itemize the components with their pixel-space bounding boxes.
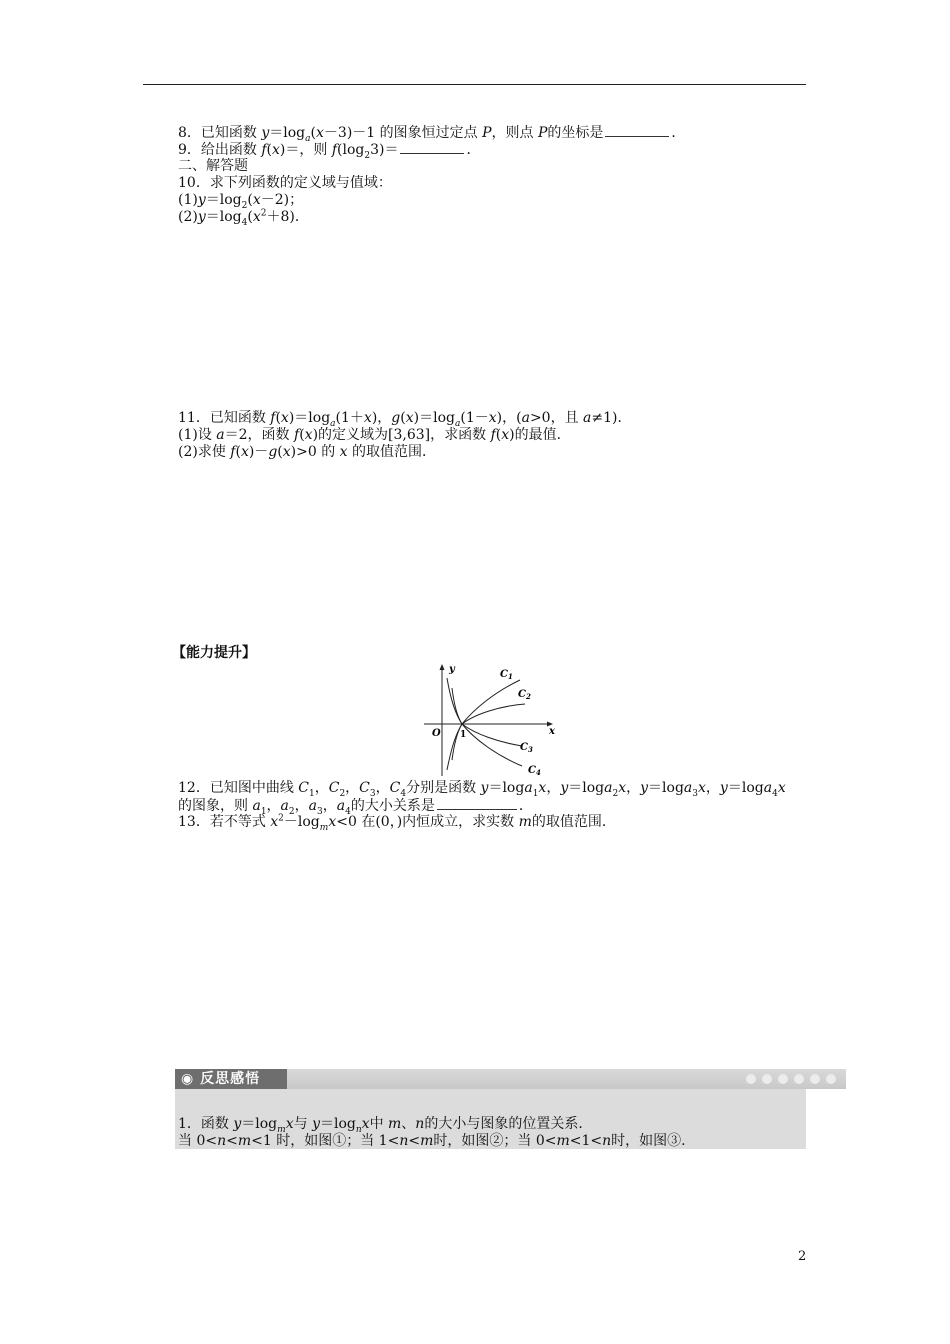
section-heading: 二、解答题: [178, 158, 248, 174]
text: (: [275, 410, 281, 426]
text: n: [217, 1133, 227, 1149]
text: (: [247, 209, 253, 225]
text: y: [197, 192, 206, 208]
text: ．: [466, 142, 481, 158]
text: a: [521, 410, 530, 426]
text: x: [316, 125, 324, 141]
text: (: [400, 410, 406, 426]
text: x: [361, 1116, 370, 1132]
text: 4: [345, 806, 351, 817]
text: n: [602, 1133, 612, 1149]
text: x: [328, 814, 337, 830]
text: f: [490, 427, 496, 443]
question-13: [178, 813, 616, 833]
y-axis-arrow: [440, 664, 445, 670]
text: )的最值．: [509, 427, 571, 443]
answer-blank[interactable]: [437, 797, 517, 810]
question-12-line-1: [178, 780, 786, 799]
text: f: [270, 410, 276, 426]
question-11-part-1: [178, 427, 571, 443]
text: n: [355, 1124, 362, 1135]
text: 2: [339, 788, 346, 799]
text: 9．给出函数: [178, 142, 262, 158]
text: <1<: [569, 1133, 603, 1149]
text: 中: [369, 1116, 389, 1132]
label-c3: $C_3$: [520, 742, 533, 754]
text: x: [252, 209, 261, 225]
text: ，: [322, 798, 337, 814]
dot-icon: [746, 1074, 756, 1084]
answer-blank[interactable]: [605, 124, 669, 137]
text: ，: [705, 780, 720, 796]
text: 3: [317, 806, 323, 817]
text: 2: [278, 813, 284, 824]
text: 与: [293, 1116, 313, 1132]
text: 的大小与图象的位置关系．: [424, 1116, 593, 1132]
label-c2: $C_2$: [518, 689, 531, 701]
text: )>0 的: [290, 444, 340, 460]
question-11-part-2: [178, 444, 436, 460]
text: <: [408, 1133, 421, 1149]
text: x: [285, 1116, 294, 1132]
text: (: [277, 444, 283, 460]
text: ＝log: [205, 209, 242, 225]
text: ．: [518, 798, 533, 814]
text: y: [312, 1116, 320, 1132]
label-origin: O: [432, 728, 441, 739]
text: (: [247, 192, 253, 208]
text: P: [537, 125, 548, 141]
text: ＋8)．: [266, 209, 309, 225]
text: ＝log: [241, 1116, 278, 1132]
text: 的大小关系是: [350, 798, 435, 814]
text: a: [524, 780, 533, 796]
text: 13．若不等式: [178, 814, 271, 830]
text: 8．已知函数: [178, 125, 262, 141]
text: (log: [337, 142, 365, 158]
text: x: [538, 780, 547, 796]
dot-icon: [794, 1074, 804, 1084]
text: C: [359, 780, 370, 796]
text: a: [336, 798, 346, 814]
text: x: [304, 427, 313, 443]
question-12-line-2: [178, 797, 533, 817]
text: x: [501, 427, 510, 443]
text: ＝2，函数: [224, 427, 294, 443]
text: <1 时，如图①；当 1<: [251, 1133, 400, 1149]
text: m: [556, 1133, 570, 1149]
text: ＝log: [488, 780, 525, 796]
label-y: y: [449, 664, 455, 675]
text: f: [294, 427, 300, 443]
text: －log: [283, 814, 320, 830]
text: 的坐标是: [547, 125, 604, 141]
text: a: [280, 798, 289, 814]
text: g: [268, 444, 278, 460]
text: a: [330, 418, 336, 429]
text: (: [235, 444, 241, 460]
text: 分别是函数: [406, 780, 481, 796]
text: 的取值范围．: [531, 814, 616, 830]
text: (: [299, 427, 305, 443]
question-9: [178, 141, 481, 161]
text: 12．已知图中曲线: [178, 780, 299, 796]
text: x: [339, 444, 348, 460]
text: 1: [260, 806, 267, 817]
text: ＝log: [727, 780, 764, 796]
text: x: [777, 780, 786, 796]
reflection-line-2: [178, 1133, 686, 1149]
text: 3: [369, 788, 376, 799]
text: 1．函数: [178, 1116, 234, 1132]
text: )的定义域为[3,63]，求函数: [312, 427, 491, 443]
text: >0，且: [529, 410, 584, 426]
text: ＝log: [319, 1116, 356, 1132]
text: n: [415, 1116, 425, 1132]
text: a: [252, 798, 261, 814]
text: y: [480, 780, 489, 796]
decorative-dots: [746, 1074, 836, 1084]
text: m: [420, 1133, 434, 1149]
text: a: [305, 133, 311, 144]
text: (1)设: [178, 427, 217, 443]
text: (1): [178, 192, 198, 208]
text: 3: [692, 788, 699, 799]
text: ，: [375, 780, 390, 796]
text: x: [488, 410, 497, 426]
text: )＝log: [413, 410, 455, 426]
text: m: [277, 1124, 286, 1135]
text: x: [618, 780, 627, 796]
text: (: [310, 125, 316, 141]
text: a: [683, 780, 693, 796]
text: 的取值范围．: [347, 444, 437, 460]
text: 2: [260, 208, 267, 219]
text: －3)－1 的图象恒过定点: [323, 125, 483, 141]
text: )，(: [496, 410, 522, 426]
text: ，: [266, 798, 281, 814]
text: 3)＝: [370, 142, 399, 158]
text: <: [226, 1133, 238, 1149]
curve-c4: [447, 678, 522, 766]
dot-icon: [810, 1074, 820, 1084]
text: ＝log: [269, 125, 306, 141]
text: (1－: [460, 410, 489, 426]
text: )＝log: [288, 410, 331, 426]
text: 4: [772, 788, 778, 799]
text: C: [298, 780, 309, 796]
text: ，: [314, 780, 329, 796]
reflection-section-bar: [175, 1069, 846, 1089]
text: (: [266, 142, 273, 158]
text: 2: [241, 200, 248, 211]
text: m: [237, 1133, 252, 1149]
text: y: [233, 1116, 242, 1132]
text: 4: [400, 788, 407, 799]
text: －2)；: [260, 192, 304, 208]
question-10-part-1: [178, 192, 304, 211]
text: (1＋: [335, 410, 364, 426]
text: m: [518, 814, 532, 830]
text: (: [495, 427, 502, 443]
text: m: [388, 1116, 402, 1132]
text: ，则点: [491, 125, 538, 141]
text: m: [319, 822, 329, 833]
label-c4: $C_4$: [528, 765, 541, 777]
text: f: [261, 142, 267, 158]
text: )，: [371, 410, 392, 426]
text: 2: [288, 806, 295, 817]
text: 、: [401, 1116, 416, 1132]
text: ＝log: [205, 192, 242, 208]
text: x: [698, 780, 706, 796]
text: 2: [364, 150, 371, 161]
text: a: [308, 798, 317, 814]
text: ，: [294, 798, 309, 814]
text: a: [454, 418, 461, 429]
text: x: [363, 410, 372, 426]
text: x: [280, 410, 289, 426]
text: C: [328, 780, 340, 796]
text: 当 0<: [178, 1133, 218, 1149]
header-rule: [143, 84, 806, 85]
text: <0 在(0，)内恒成立，求实数: [336, 814, 519, 830]
log-curves-figure: [420, 660, 560, 780]
answer-blank[interactable]: [400, 141, 464, 154]
text: x: [252, 192, 261, 208]
dot-icon: [826, 1074, 836, 1084]
text: ，: [546, 780, 561, 796]
text: ，: [345, 780, 360, 796]
text: ≠1)．: [591, 410, 632, 426]
question-10-title: 10．求下列函数的定义域与值域：: [178, 175, 392, 191]
text: f: [331, 142, 338, 158]
reflection-tag: ◉ 反思感悟: [175, 1069, 287, 1089]
question-10-part-2: [178, 208, 309, 228]
text: y: [719, 780, 728, 796]
text: y: [640, 780, 649, 796]
text: (2)求使: [178, 444, 231, 460]
text: )－: [248, 444, 269, 460]
text: 11．已知函数: [178, 410, 271, 426]
text: x: [282, 444, 291, 460]
text: n: [399, 1133, 409, 1149]
dot-icon: [762, 1074, 772, 1084]
text: x: [405, 410, 414, 426]
text: 时，如图③.: [611, 1133, 686, 1149]
reflection-line-1: [178, 1116, 593, 1135]
text: 1: [532, 788, 539, 799]
label-c1: $C_1$: [500, 669, 513, 681]
text: a: [216, 427, 225, 443]
dot-icon: [778, 1074, 788, 1084]
text: 时，如图②；当 0<: [433, 1133, 557, 1149]
text: 2: [612, 788, 619, 799]
text: ＝log: [648, 780, 684, 796]
text: (2): [178, 209, 198, 225]
text: ＝log: [568, 780, 605, 796]
text: ，: [626, 780, 641, 796]
question-8: [178, 124, 686, 144]
text: a: [763, 780, 773, 796]
text: a: [604, 780, 613, 796]
text: 1: [308, 788, 315, 799]
text: P: [482, 125, 492, 141]
text: ．: [671, 125, 686, 141]
text: g: [391, 410, 401, 426]
ability-heading: 【能力提升】: [172, 645, 256, 661]
text: a: [583, 410, 592, 426]
label-one: 1: [460, 730, 467, 740]
text: C: [389, 780, 401, 796]
label-x: x: [549, 726, 555, 737]
text: y: [261, 125, 270, 141]
text: f: [230, 444, 236, 460]
text: x: [272, 142, 280, 158]
text: x: [270, 814, 279, 830]
text: )＝，则: [279, 142, 332, 158]
question-11: [178, 410, 632, 429]
text: 的图象，则: [178, 798, 253, 814]
curve-c1: [447, 680, 520, 770]
text: y: [197, 209, 206, 225]
text: x: [240, 444, 249, 460]
text: y: [560, 780, 569, 796]
page-number: 2: [798, 1249, 807, 1264]
text: 4: [241, 217, 248, 228]
